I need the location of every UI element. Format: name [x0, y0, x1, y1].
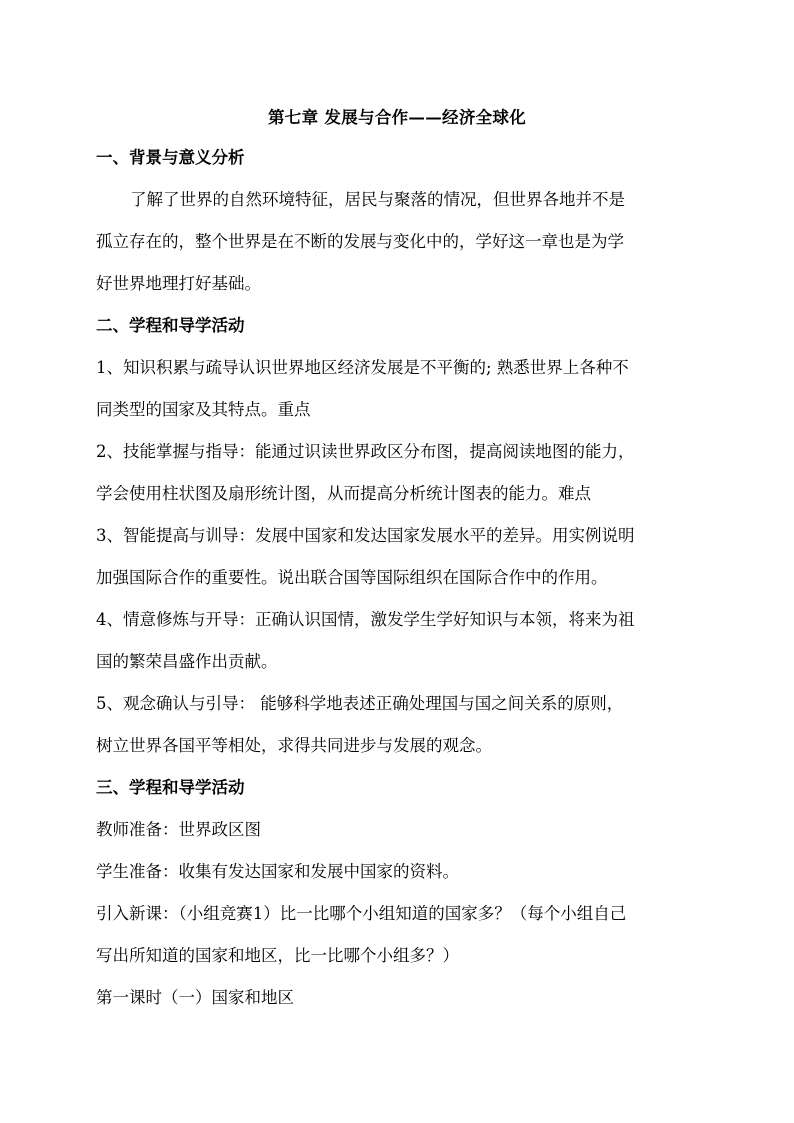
section-heading-1: 一、背景与意义分析	[96, 148, 245, 167]
list-item-3-line: 加强国际合作的重要性。说出联合国等国际组织在国际合作中的作用。	[96, 568, 608, 587]
list-item-4-line: 4、情意修炼与开导：正确认识国情，激发学生学好知识与本领，将来为祖	[96, 610, 635, 629]
lesson-heading: 第一课时（一）国家和地区	[96, 988, 294, 1007]
list-item-3-line: 3、智能提高与训导：发展中国家和发达国家发展水平的差异。用实例说明	[96, 526, 635, 545]
list-item-1-line: 同类型的国家及其特点。重点	[96, 400, 311, 419]
list-item-1-line: 1、知识积累与疏导认识世界地区经济发展是不平衡的; 熟悉世界上各种不	[96, 358, 629, 377]
chapter-title: 第七章 发展与合作——经济全球化	[267, 108, 527, 127]
teacher-preparation: 教师准备：世界政区图	[96, 820, 261, 839]
section-heading-3: 三、学程和导学活动	[96, 778, 245, 797]
list-item-5-line: 树立世界各国平等相处，求得共同进步与发展的观念。	[96, 736, 492, 755]
list-item-2-line: 学会使用柱状图及扇形统计图，从而提高分析统计图表的能力。难点	[96, 484, 591, 503]
student-preparation: 学生准备：收集有发达国家和发展中国家的资料。	[96, 862, 459, 881]
paragraph-line: 好世界地理打好基础。	[96, 274, 261, 293]
list-item-5-line: 5、观念确认与引导： 能够科学地表述正确处理国与国之间关系的原则，	[96, 694, 624, 713]
intro-line: 引入新课：（小组竞赛1）比一比哪个小组知道的国家多？（每个小组自己	[96, 904, 627, 923]
section-heading-2: 二、学程和导学活动	[96, 316, 245, 335]
paragraph-line: 了解了世界的自然环境特征，居民与聚落的情况，但世界各地并不是	[130, 190, 625, 209]
paragraph-line: 孤立存在的，整个世界是在不断的发展与变化中的，学好这一章也是为学	[96, 232, 624, 251]
list-item-2-line: 2、技能掌握与指导：能通过识读世界政区分布图，提高阅读地图的能力，	[96, 442, 635, 461]
list-item-4-line: 国的繁荣昌盛作出贡献。	[96, 652, 278, 671]
intro-line: 写出所知道的国家和地区，比一比哪个小组多？）	[96, 946, 459, 965]
